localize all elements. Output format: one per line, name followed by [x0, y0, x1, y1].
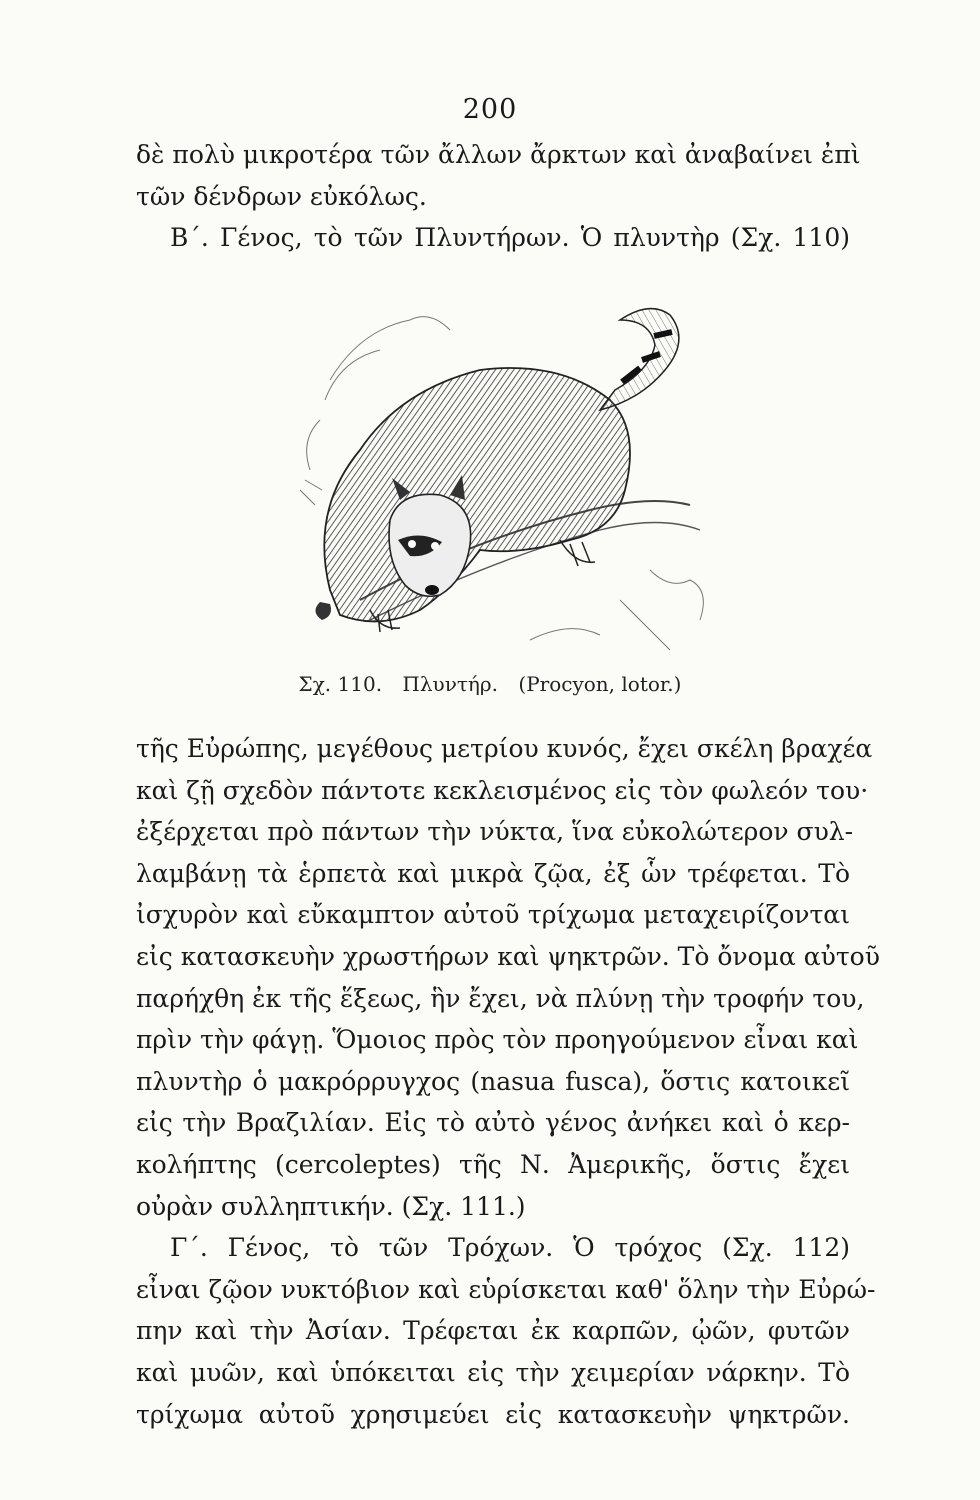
text-line: τῆς Εὐρώπης, μεγέθους μετρίου κυνός, ἔχει σκέλη βραχέα [136, 734, 873, 763]
text-line: εἶναι ζῷον νυκτόβιον καὶ εὑρίσκεται καθ' ὅλην τὴν Εὐρώ- [136, 1274, 876, 1304]
page-number: 200 [462, 94, 518, 125]
text-line: ἐξέρχεται πρὸ πάντων τὴν νύκτα, ἵνα εὐκολώτερον συλ- [136, 817, 854, 847]
text-line: καὶ μυῶν, καὶ ὑπόκειται εἰς τὴν χειμερίαν νάρκην. Τὸ [136, 1357, 850, 1387]
text-block-top [136, 134, 861, 259]
caption-greek-name: Πλυντήρ. [402, 672, 499, 696]
text-line: πην καὶ τὴν Ἀσίαν. Τρέφεται ἐκ καρπῶν, ᾠῶν, φυτῶν [136, 1316, 850, 1346]
text-line: κολήπτης (cercoleptes) τῆς Ν. Ἀμερικῆς, ὅστις ἔχει [136, 1149, 850, 1179]
text-line: πλυντὴρ ὁ μακρόρρυγχος (nasua fusca), ὅστις κατοικεῖ [136, 1066, 850, 1096]
text-line: πρὶν τὴν φάγῃ. Ὅμοιος πρὸς τὸν προηγούμενον εἶναι καὶ [136, 1025, 859, 1055]
text-line: τρίχωμα αὐτοῦ χρησιμεύει εἰς κατασκευὴν ψηκτρῶν. [136, 1399, 850, 1429]
raccoon-illustration [270, 290, 730, 660]
text-line: εἰς τὴν Βραζιλίαν. Εἰς τὸ αὐτὸ γένος ἀνήκει καὶ ὁ κερ- [136, 1108, 850, 1138]
text-line: εἰς κατασκευὴν χρωστήρων καὶ ψηκτρῶν. Τὸ ὄνομα αὐτοῦ [136, 941, 880, 971]
figure-caption [0, 672, 980, 696]
caption-latin-name: (Procyon, lotor.) [518, 672, 682, 696]
text-line: δὲ πολὺ μικροτέρα τῶν ἄλλων ἄρκτων καὶ ἀναβαίνει ἐπὶ [136, 140, 861, 169]
section-heading-line: Γ΄. Γένος, τὸ τῶν Τρόχων. Ὁ τρόχος (Σχ. 112) [170, 1233, 850, 1263]
text-line: οὐρὰν συλληπτικήν. (Σχ. 111.) [136, 1191, 526, 1221]
section-heading-line: Β΄. Γένος, τὸ τῶν Πλυντήρων. Ὁ πλυντὴρ (Σχ. 110) [170, 223, 850, 253]
text-line: τῶν δένδρων εὐκόλως. [136, 181, 427, 211]
text-line: καὶ ζῇ σχεδὸν πάντοτε κεκλεισμένος εἰς τὸν φωλεόν του· [136, 775, 869, 805]
text-line: ἰσχυρὸν καὶ εὔκαμπτον αὐτοῦ τρίχωμα μεταχειρίζονται [136, 900, 850, 930]
text-block-bottom [136, 728, 880, 1435]
caption-figure-number: Σχ. 110. [298, 672, 383, 696]
text-line: παρήχθη ἐκ τῆς ἕξεως, ἣν ἔχει, νὰ πλύνῃ τὴν τροφήν του, [136, 983, 865, 1013]
text-line: λαμβάνῃ τὰ ἑρπετὰ καὶ μικρὰ ζῷα, ἐξ ὧν τρέφεται. Τὸ [136, 858, 850, 888]
